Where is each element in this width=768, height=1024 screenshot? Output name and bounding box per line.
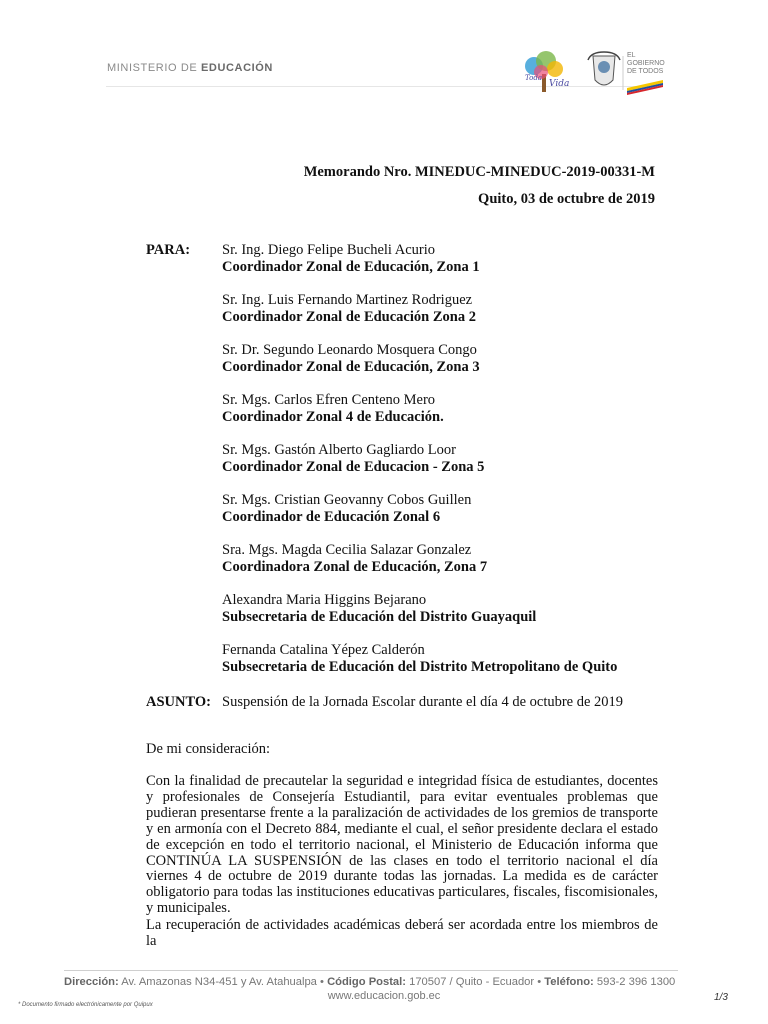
tree-logo-icon xyxy=(519,50,569,96)
recipient-name: Sr. Ing. Luis Fernando Martinez Rodriguez xyxy=(222,292,473,308)
footer-divider xyxy=(64,970,678,971)
memo-number: Memorando Nro. MINEDUC-MINEDUC-2019-00331-M xyxy=(303,164,655,180)
page-number: 1/3 xyxy=(714,992,728,1003)
footer-postal-label: Código Postal: xyxy=(327,976,406,988)
footer-signature-note: * Documento firmado electrónicamente por Quipux xyxy=(18,1002,153,1008)
footer-website: www.educacion.gob.ec xyxy=(327,990,441,1002)
subject-text: Suspensión de la Jornada Escolar durante el día 4 de octubre de 2019 xyxy=(222,694,624,710)
greeting: De mi consideración: xyxy=(146,741,271,757)
body-paragraph-2: La recuperación de actividades académicas deberá ser acordada entre los miembros de la xyxy=(146,917,658,949)
recipient-item xyxy=(222,642,617,675)
recipient-name: Sr. Dr. Segundo Leonardo Mosquera Congo xyxy=(222,342,477,358)
recipient-item xyxy=(222,292,617,325)
para-label: PARA: xyxy=(146,242,191,258)
gov-logo-text xyxy=(627,52,665,76)
footer-direccion-label: Dirección: xyxy=(64,976,119,988)
footer-telefono-label: Teléfono: xyxy=(544,976,594,988)
header-divider xyxy=(106,86,661,87)
recipient-name: Alexandra Maria Higgins Bejarano xyxy=(222,592,427,608)
recipient-name: Sr. Mgs. Cristian Geovanny Cobos Guillen xyxy=(222,492,472,508)
recipient-role: Coordinador Zonal de Educación, Zona 1 xyxy=(222,258,480,275)
tree-logo-text-2: Vida xyxy=(549,79,569,89)
gov-logo-line-1: EL xyxy=(627,52,636,59)
recipient-item xyxy=(222,592,617,625)
asunto-label: ASUNTO: xyxy=(146,694,211,710)
recipient-name: Sr. Ing. Diego Felipe Bucheli Acurio xyxy=(222,242,436,258)
gov-logo-line-3: DE TODOS xyxy=(627,68,664,75)
recipient-name: Fernanda Catalina Yépez Calderón xyxy=(222,642,425,658)
recipient-role: Subsecretaria de Educación del Distrito Metropolitano de Quito xyxy=(222,658,618,675)
footer-address xyxy=(64,976,678,988)
footer-bullet: • xyxy=(320,976,324,988)
recipient-item xyxy=(222,492,617,525)
footer-direccion: Av. Amazonas N34-451 y Av. Atahualpa xyxy=(118,976,317,988)
recipient-item xyxy=(222,392,617,425)
recipient-item xyxy=(222,342,617,375)
recipient-list xyxy=(222,242,617,692)
recipient-item xyxy=(222,442,617,475)
recipient-role: Coordinadora Zonal de Educación, Zona 7 xyxy=(222,558,488,575)
ministry-logo-strong: EDUCACIÓN xyxy=(200,62,273,74)
recipient-role: Coordinador Zonal 4 de Educación. xyxy=(222,408,444,425)
memo-date: Quito, 03 de octubre de 2019 xyxy=(478,191,655,207)
ministry-logo-prefix: MINISTERIO DE xyxy=(107,62,201,74)
footer-telefono: 593-2 396 1300 xyxy=(593,976,676,988)
recipient-role: Coordinador Zonal de Educacion - Zona 5 xyxy=(222,458,485,475)
recipient-role: Subsecretaria de Educación del Distrito Guayaquil xyxy=(222,608,537,625)
recipient-item xyxy=(222,542,617,575)
gov-logo-line-2: GOBIERNO xyxy=(627,60,665,67)
ministry-logo xyxy=(107,62,273,74)
recipient-name: Sra. Mgs. Magda Cecilia Salazar Gonzalez xyxy=(222,542,472,558)
footer-postal: 170507 / Quito - Ecuador xyxy=(406,976,535,988)
recipient-item xyxy=(222,242,617,275)
tree-logo-text-1: Toda xyxy=(525,74,542,82)
recipient-role: Coordinador Zonal de Educación Zona 2 xyxy=(222,308,476,325)
footer-bullet: • xyxy=(537,976,542,988)
recipient-name: Sr. Mgs. Carlos Efren Centeno Mero xyxy=(222,392,436,408)
body-paragraph-1: Con la finalidad de precautelar la seguridad e integridad física de estudiantes, docentes y profesionales de Consejería Estudiantil, para evitar eventuales problemas que pudieran presentarse frente a la paralización de actividades de los gremios de transporte y en armonía con el Decreto 884, mediante el cual, el señor presidente declara el estado de excepción en todo el territorio nacional, el Ministerio de Educación informa que CONTINÚA LA SUSPENSIÓN de las clases en todo el territorio nacional el día viernes 4 de octubre de 2019 durante todas las jornadas. La medida es de carácter obligatorio para todas las instituciones educativas particulares, fiscales, fiscomisionales, y municipales. xyxy=(146,773,658,917)
recipient-role: Coordinador de Educación Zonal 6 xyxy=(222,508,441,525)
recipient-role: Coordinador Zonal de Educación, Zona 3 xyxy=(222,358,480,375)
recipient-name: Sr. Mgs. Gastón Alberto Gagliardo Loor xyxy=(222,442,456,458)
